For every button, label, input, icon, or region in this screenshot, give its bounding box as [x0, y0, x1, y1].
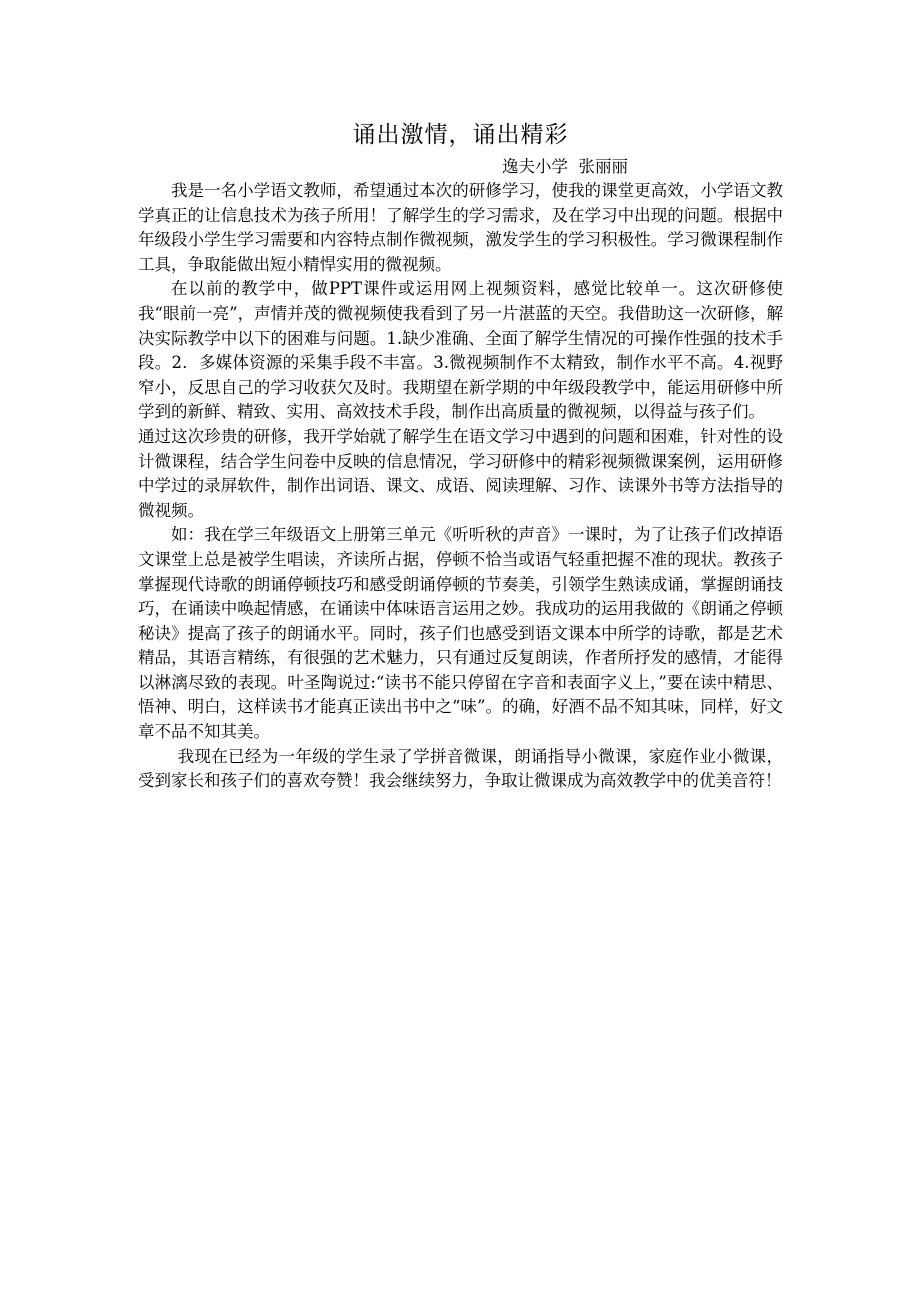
document-author: 逸夫小学 张丽丽	[502, 157, 628, 176]
paragraph-2: 在以前的教学中，做PPT课件或运用网上视频资料，感觉比较单一。这次研修使我“眼前一亮”，声情并茂的微视频使我看到了另一片湛蓝的天空。我借助这一次研修，解决实际教学中以下的困难与问题。1.缺少准确、全面了解学生情况的可操作性强的技术手段。2．多媒体资源的采集手段不丰富。3.微视频制作不太精致，制作水平不高。4.视野窄小，反思自己的学习收获欠及时。我期望在新学期的中年级段教学中，能运用研修中所学到的新鲜、精致、实用、高效技术手段，制作出高质量的微视频，以得益与孩子们。	[138, 279, 783, 422]
document-body	[138, 118, 783, 794]
paragraph-1: 我是一名小学语文教师，希望通过本次的研修学习，使我的课堂更高效，小学语文教学真正的让信息技术为孩子所用！了解学生的学习需求，及在学习中出现的问题。根据中年级段小学生学习需要和内容特点制作微视频，激发学生的学习积极性。学习微课程制作工具，争取能做出短小精悍实用的微视频。	[138, 181, 783, 274]
paragraph-5: 我现在已经为一年级的学生录了学拼音微课，朗诵指导小微课，家庭作业小微课，受到家长和孩子们的喜欢夸赞！我会继续努力，争取让微课成为高效教学中的优美音符！	[138, 746, 783, 791]
document-title: 诵出激情，诵出精彩	[352, 122, 569, 148]
paragraph-3: 通过这次珍贵的研修，我开学始就了解学生在语文学习中遇到的问题和困难，针对性的设计微课程，结合学生问卷中反映的信息情况，学习研修中的精彩视频微课案例，运用研修中学过的录屏软件，制作出词语、课文、成语、阅读理解、习作、读课外书等方法指导的微视频。	[138, 426, 783, 520]
paragraph-4: 如：我在学三年级语文上册第三单元《听听秋的声音》一课时，为了让孩子们改掉语文课堂上总是被学生唱读，齐读所占据，停顿不恰当或语气轻重把握不准的现状。教孩子掌握现代诗歌的朗诵停顿技巧和感受朗诵停顿的节奏美，引领学生熟读成诵，掌握朗诵技巧，在诵读中唤起情感，在诵读中体味语言运用之妙。我成功的运用我做的《朗诵之停顿秘诀》提高了孩子的朗诵水平。同时，孩子们也感受到语文课本中所学的诗歌，都是艺术精品，其语言精练，有很强的艺术魅力，只有通过反复朗读，作者所抒发的感情，才能得以淋漓尽致的表现。叶圣陶说过:“读书不能只停留在字音和表面字义上，”要在读中精思、悟神、明白，这样读书才能真正读出书中之“味”。的确，好酒不品不知其味，同样，好文章不品不知其美。	[138, 525, 783, 742]
